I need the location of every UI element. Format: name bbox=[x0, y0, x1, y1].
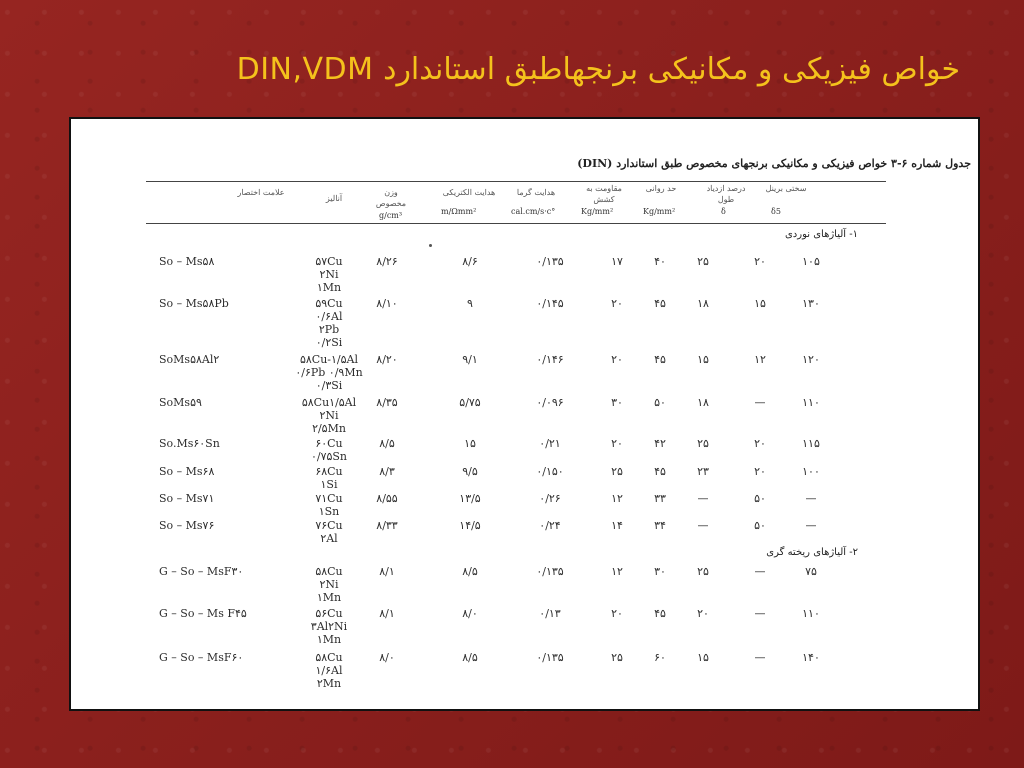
table-cell: ۰/۲۶ bbox=[539, 492, 561, 505]
table-cell: ۰/۱۳۵ bbox=[536, 651, 564, 664]
alloy-composition: ۵۹Cu ۰/۶Al ۲Pb ۰/۲Si bbox=[315, 297, 343, 349]
table-cell: — bbox=[805, 519, 817, 532]
alloy-composition: ۵۷Cu ۲Ni ۱Mn bbox=[315, 255, 343, 294]
table-cell: ۱۴۰ bbox=[802, 651, 820, 664]
table-cell: ۸/۱۰ bbox=[376, 297, 398, 310]
table-cell: ۴۲ bbox=[654, 437, 666, 450]
header-name: علامت اختصار bbox=[237, 188, 285, 197]
table-cell: ۹/۱ bbox=[462, 353, 478, 366]
alloy-name: G – So – Ms F۴۵ bbox=[159, 607, 247, 620]
table-cell: ۴۵ bbox=[654, 297, 666, 310]
table-cell: ۱۵ bbox=[464, 437, 476, 450]
table-cell: ۱۵ bbox=[697, 651, 709, 664]
table-cell: ۸/۵ bbox=[462, 565, 478, 578]
table-cell: ۸/۱ bbox=[379, 565, 395, 578]
header-hard-unit: δ5 bbox=[771, 207, 781, 216]
table-cell: — bbox=[754, 651, 766, 664]
table-cell: ۱۳۰ bbox=[802, 297, 820, 310]
table-cell: ۸/۱ bbox=[379, 607, 395, 620]
header-bottom-rule bbox=[146, 223, 886, 224]
table-cell: ۲۰ bbox=[611, 353, 623, 366]
slide-title: خواص فیزیکی و مکانیکی برنجهاطبق استاندارد DIN,VDM bbox=[236, 52, 960, 87]
table-cell: ۱۸ bbox=[697, 396, 709, 409]
table-cell: ۶۰ bbox=[654, 651, 666, 664]
table-cell: ۱۱۰ bbox=[802, 607, 820, 620]
table-cell: ۳۰ bbox=[611, 396, 623, 409]
table-cell: — bbox=[805, 492, 817, 505]
table-cell: ۰/۲۴ bbox=[539, 519, 561, 532]
table-cell: ۵/۷۵ bbox=[459, 396, 481, 409]
table-cell: ۰/۱۳ bbox=[539, 607, 561, 620]
table-cell: ۲۵ bbox=[697, 565, 709, 578]
alloy-name: So – Ms۵۸ bbox=[159, 255, 215, 268]
header-density-unit: g/cm³ bbox=[379, 211, 403, 220]
table-cell: ۹/۵ bbox=[462, 465, 478, 478]
table-cell: ۳۳ bbox=[654, 492, 666, 505]
alloy-name: So – Ms۵۸Pb bbox=[159, 297, 229, 310]
table-cell: ۲۰ bbox=[611, 607, 623, 620]
header-density: وزن مخصوص bbox=[375, 188, 407, 208]
table-cell: ۹ bbox=[467, 297, 473, 310]
header-tens: حد روانی bbox=[645, 184, 677, 193]
table-cell: ۴۵ bbox=[654, 353, 666, 366]
table-cell: ۱۵ bbox=[697, 353, 709, 366]
alloy-name: So – Ms۷۶ bbox=[159, 519, 215, 532]
table-cell: ۸/۵ bbox=[379, 437, 395, 450]
header-ext: درصد ازدیاد طول bbox=[706, 184, 746, 204]
table-cell: ۸/۵ bbox=[462, 651, 478, 664]
header-tens-unit: Kg/mm² bbox=[643, 207, 676, 216]
table-cell: ۷۵ bbox=[805, 565, 817, 578]
table-cell: ۲۰ bbox=[611, 437, 623, 450]
header-heat-unit: cal.cm/s·c° bbox=[511, 207, 556, 216]
table-cell: ۸/۲۰ bbox=[376, 353, 398, 366]
table-cell: ۸/۲۶ bbox=[376, 255, 398, 268]
table-cell: — bbox=[697, 519, 709, 532]
alloy-name: So – Ms۷۱ bbox=[159, 492, 215, 505]
header-elong: مقاومت به کشش bbox=[586, 184, 622, 204]
table-cell: ۸/۳ bbox=[379, 465, 395, 478]
table-cell: ۱۱۵ bbox=[802, 437, 820, 450]
alloy-name: So – Ms۶۸ bbox=[159, 465, 215, 478]
section-rolled-alloys: ۱- آلیاژهای نوردی bbox=[784, 229, 858, 240]
table-cell: — bbox=[754, 396, 766, 409]
alloy-name: So.Ms۶۰Sn bbox=[159, 437, 220, 450]
table-cell: ۵۰ bbox=[654, 396, 666, 409]
alloy-name: SoMs۵۸Al۲ bbox=[159, 353, 220, 366]
table-cell: ۸/۰ bbox=[462, 607, 478, 620]
table-cell: ۰/۱۳۵ bbox=[536, 565, 564, 578]
table-cell: ۱۰۵ bbox=[802, 255, 820, 268]
table-cell: ۰/۲۱ bbox=[539, 437, 561, 450]
alloy-composition: ۶۸Cu ۱Si bbox=[315, 465, 343, 491]
table-cell: ۱۸ bbox=[697, 297, 709, 310]
scanned-table-image bbox=[69, 117, 980, 711]
table-cell: ۲۳ bbox=[697, 465, 709, 478]
table-cell: ۱۲ bbox=[611, 565, 623, 578]
table-cell: ۲۰ bbox=[611, 297, 623, 310]
table-cell: ۲۵ bbox=[611, 651, 623, 664]
table-cell: ۵۰ bbox=[754, 492, 766, 505]
table-cell: — bbox=[754, 565, 766, 578]
alloy-composition: ۷۶Cu ۲Al bbox=[315, 519, 343, 545]
alloy-composition: ۵۸Cu-۱/۵Al ۰/۶Pb ۰/۹Mn ۰/۳Si bbox=[295, 353, 363, 392]
table-cell: ۱۳/۵ bbox=[459, 492, 481, 505]
table-cell: ۱۷ bbox=[611, 255, 623, 268]
header-resist-unit: m/Ωmm² bbox=[441, 207, 477, 216]
alloy-composition: ۵۸Cu ۱/۶Al ۲Mn bbox=[315, 651, 343, 690]
section-cast-alloys: ۲- آلیاژهای ریخته گری bbox=[766, 547, 858, 558]
header-resist: هدایت الکتریکی bbox=[442, 188, 496, 197]
alloy-name: G – So – MsF۳۰ bbox=[159, 565, 244, 578]
table-title: جدول شماره ۶-۳ خواص فیزیکی و مکانیکی برنجهای مخصوص طبق استاندارد (DIN) bbox=[577, 157, 971, 170]
table-cell: ۸/۰ bbox=[379, 651, 395, 664]
table-cell: ۱۴ bbox=[611, 519, 623, 532]
table-cell: ۱۰۰ bbox=[802, 465, 820, 478]
table-cell: ۲۵ bbox=[611, 465, 623, 478]
header-top-rule bbox=[146, 181, 886, 182]
table-cell: ۴۵ bbox=[654, 465, 666, 478]
table-cell: ۱۱۰ bbox=[802, 396, 820, 409]
table-cell: ۱۴/۵ bbox=[459, 519, 481, 532]
table-cell: — bbox=[697, 492, 709, 505]
table-cell: ۲۵ bbox=[697, 437, 709, 450]
alloy-composition: ۵۸Cu ۲Ni ۱Mn bbox=[315, 565, 343, 604]
table-cell: ۱۵ bbox=[754, 297, 766, 310]
scan-speck bbox=[429, 244, 432, 247]
alloy-composition: ۵۶Cu ۳Al۲Ni ۱Mn bbox=[310, 607, 348, 646]
table-cell: ۱۲۰ bbox=[802, 353, 820, 366]
table-cell: ۵۰ bbox=[754, 519, 766, 532]
alloy-name: SoMs۵۹ bbox=[159, 396, 202, 409]
table-cell: ۲۵ bbox=[697, 255, 709, 268]
alloy-composition: ۶۰Cu ۰/۷۵Sn bbox=[310, 437, 348, 463]
table-cell: ۳۴ bbox=[654, 519, 666, 532]
header-elong-unit: Kg/mm² bbox=[581, 207, 614, 216]
table-cell: ۲۰ bbox=[754, 437, 766, 450]
table-cell: ۸/۳۵ bbox=[376, 396, 398, 409]
header-hard: سختی برینل bbox=[765, 184, 807, 193]
header-heat: هدایت گرما bbox=[516, 188, 556, 197]
table-cell: ۲۰ bbox=[697, 607, 709, 620]
table-cell: ۴۵ bbox=[654, 607, 666, 620]
table-cell: ۲۰ bbox=[754, 255, 766, 268]
table-cell: ۲۰ bbox=[754, 465, 766, 478]
table-cell: ۱۲ bbox=[611, 492, 623, 505]
table-cell: ۰/۱۴۶ bbox=[536, 353, 564, 366]
table-cell: ۸/۵۵ bbox=[376, 492, 398, 505]
table-cell: ۱۲ bbox=[754, 353, 766, 366]
header-ext-unit: δ bbox=[721, 207, 726, 216]
table-cell: ۰/۱۵۰ bbox=[536, 465, 564, 478]
table-cell: ۴۰ bbox=[654, 255, 666, 268]
table-cell: — bbox=[754, 607, 766, 620]
header-comp: آنالیز bbox=[325, 194, 343, 203]
alloy-composition: ۵۸Cu۱/۵Al ۲Ni ۲/۵Mn bbox=[301, 396, 357, 435]
table-cell: ۰/۱۳۵ bbox=[536, 255, 564, 268]
table-cell: ۸/۳۳ bbox=[376, 519, 398, 532]
table-cell: ۰/۱۴۵ bbox=[536, 297, 564, 310]
table-cell: ۸/۶ bbox=[462, 255, 478, 268]
table-cell: ۳۰ bbox=[654, 565, 666, 578]
table-cell: ۰/۰۹۶ bbox=[536, 396, 564, 409]
alloy-name: G – So – MsF۶۰ bbox=[159, 651, 244, 664]
alloy-composition: ۷۱Cu ۱Sn bbox=[315, 492, 343, 518]
